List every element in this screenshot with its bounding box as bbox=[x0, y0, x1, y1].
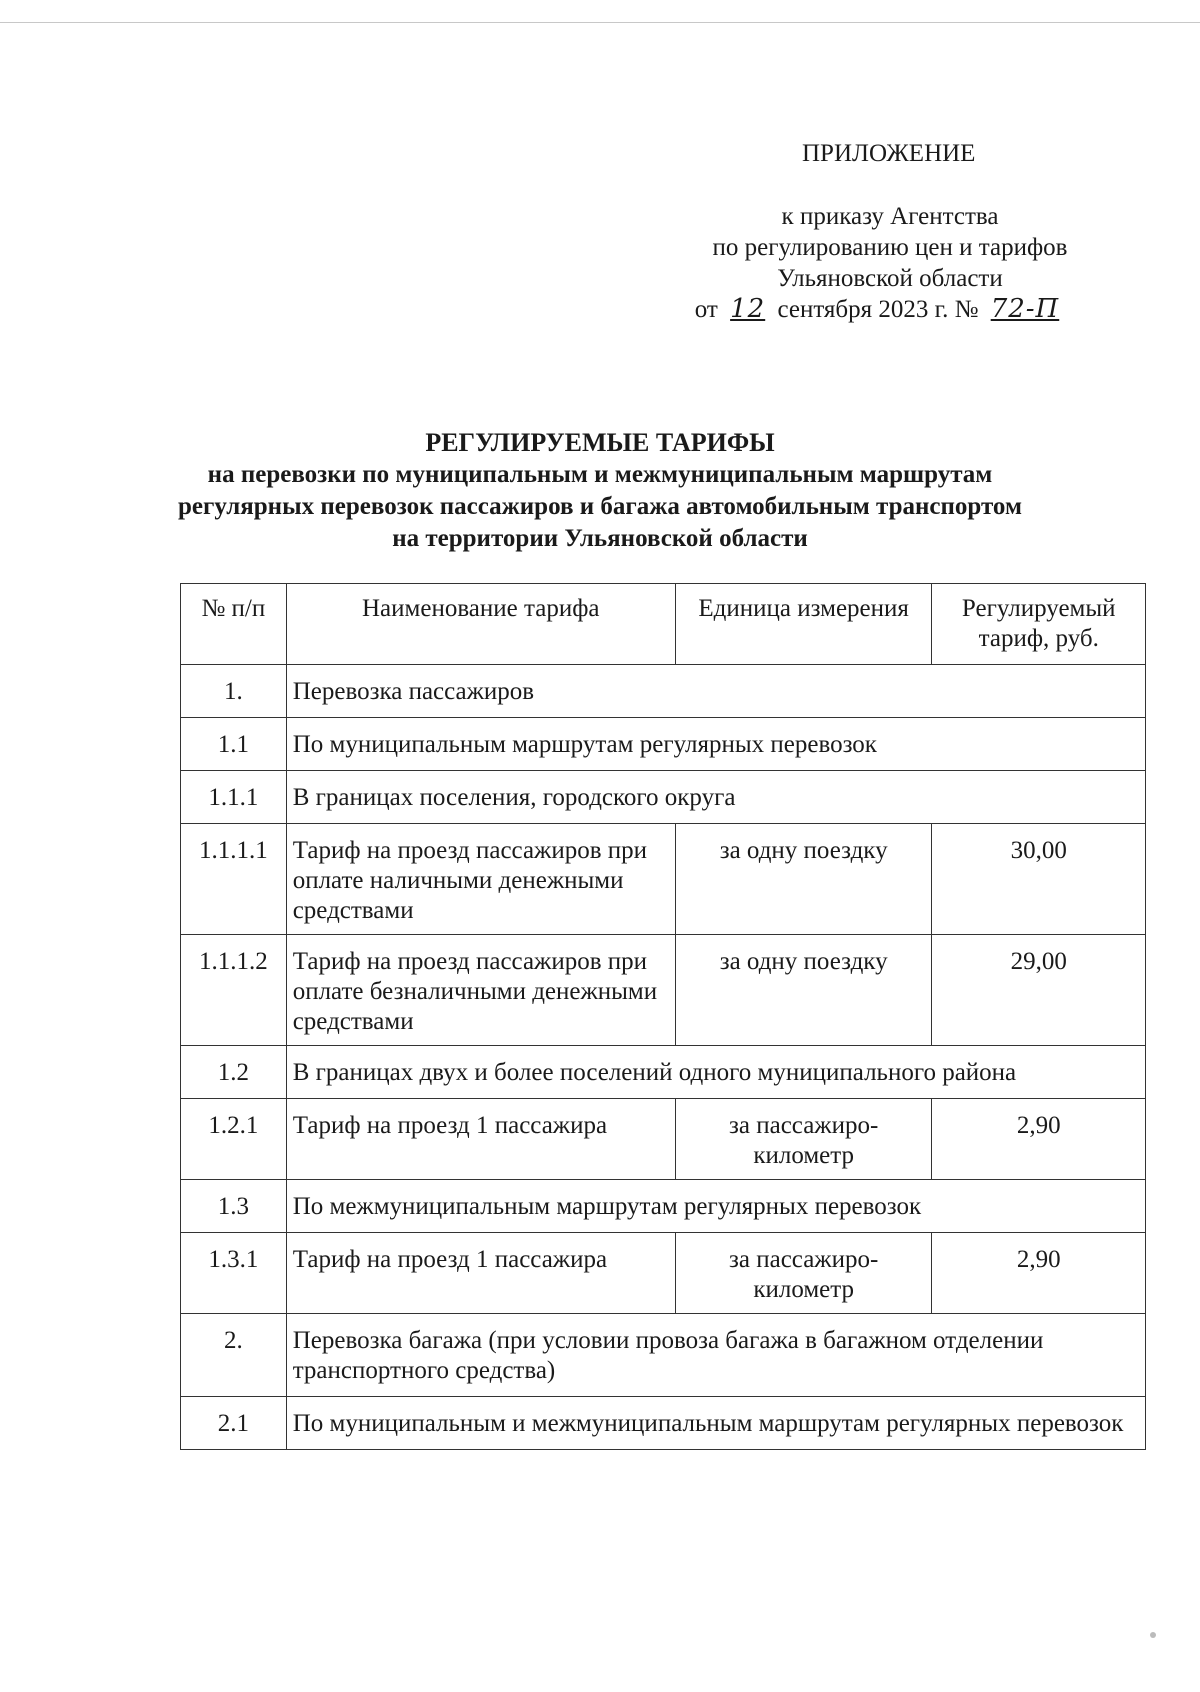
title-line-1: РЕГУЛИРУЕМЫЕ ТАРИФЫ bbox=[425, 428, 775, 457]
header-num: № п/п bbox=[181, 584, 287, 665]
row-num: 1.3 bbox=[181, 1180, 287, 1233]
table-row bbox=[181, 1397, 1146, 1450]
row-num: 2.1 bbox=[181, 1397, 287, 1450]
row-section-text: В границах двух и более поселений одного муниципального района bbox=[286, 1046, 1145, 1099]
table-row bbox=[181, 665, 1146, 718]
date-day-handwritten: 12 bbox=[730, 294, 766, 324]
appendix-heading: ПРИЛОЖЕНИЕ bbox=[802, 140, 976, 167]
row-num: 1.1.1 bbox=[181, 771, 287, 824]
row-unit: за пассажиро-километр bbox=[675, 1099, 932, 1180]
header-name: Наименование тарифа bbox=[286, 584, 675, 665]
row-tariff-name: Тариф на проезд пассажиров при оплате наличными денежными средствами bbox=[286, 824, 675, 935]
header-unit: Единица измерения bbox=[675, 584, 932, 665]
row-num: 1.3.1 bbox=[181, 1233, 287, 1314]
row-num: 1.1.1.1 bbox=[181, 824, 287, 935]
date-rest: сентября 2023 г. № bbox=[777, 296, 979, 323]
table-row bbox=[181, 1233, 1146, 1314]
row-value: 29,00 bbox=[932, 935, 1146, 1046]
date-prefix: от bbox=[694, 296, 718, 323]
table-header-row bbox=[181, 584, 1146, 665]
row-section-text: Перевозка багажа (при условии провоза багажа в багажном отделении транспортного средства) bbox=[286, 1314, 1145, 1397]
row-num: 1.1 bbox=[181, 718, 287, 771]
row-num: 1.2.1 bbox=[181, 1099, 287, 1180]
title-line-4: на территории Ульяновской области bbox=[392, 525, 808, 552]
row-tariff-name: Тариф на проезд 1 пассажира bbox=[286, 1099, 675, 1180]
row-tariff-name: Тариф на проезд 1 пассажира bbox=[286, 1233, 675, 1314]
title-line-2: на перевозки по муниципальным и межмуниципальным маршрутам bbox=[207, 461, 993, 488]
row-section-text: По межмуниципальным маршрутам регулярных перевозок bbox=[286, 1180, 1145, 1233]
row-value: 30,00 bbox=[932, 824, 1146, 935]
row-num: 1.1.1.2 bbox=[181, 935, 287, 1046]
tariffs-table bbox=[180, 583, 1146, 1450]
header-value: Регулируемый тариф, руб. bbox=[932, 584, 1146, 665]
row-tariff-name: Тариф на проезд пассажиров при оплате безналичными денежными средствами bbox=[286, 935, 675, 1046]
scan-top-edge bbox=[0, 22, 1200, 23]
row-value: 2,90 bbox=[932, 1099, 1146, 1180]
table-row bbox=[181, 1180, 1146, 1233]
row-value: 2,90 bbox=[932, 1233, 1146, 1314]
row-section-text: Перевозка пассажиров bbox=[286, 665, 1145, 718]
table-row bbox=[181, 1099, 1146, 1180]
table-row bbox=[181, 1046, 1146, 1099]
row-num: 1. bbox=[181, 665, 287, 718]
row-unit: за одну поездку bbox=[675, 824, 932, 935]
order-number-handwritten: 72-П bbox=[990, 294, 1060, 324]
row-section-text: В границах поселения, городского округа bbox=[286, 771, 1145, 824]
table-row bbox=[181, 771, 1146, 824]
row-section-text: По муниципальным и межмуниципальным маршрутам регулярных перевозок bbox=[286, 1397, 1145, 1450]
row-num: 1.2 bbox=[181, 1046, 287, 1099]
table-row bbox=[181, 718, 1146, 771]
table-row bbox=[181, 824, 1146, 935]
appendix-line-1: к приказу Агентства bbox=[781, 203, 999, 230]
row-unit: за одну поездку bbox=[675, 935, 932, 1046]
title-line-3: регулярных перевозок пассажиров и багажа автомобильным транспортом bbox=[178, 493, 1022, 520]
appendix-line-2: по регулированию цен и тарифов bbox=[712, 234, 1068, 261]
table-row bbox=[181, 935, 1146, 1046]
row-section-text: По муниципальным маршрутам регулярных перевозок bbox=[286, 718, 1145, 771]
appendix-date-line bbox=[670, 294, 1090, 325]
row-num: 2. bbox=[181, 1314, 287, 1397]
row-unit: за пассажиро-километр bbox=[675, 1233, 932, 1314]
document-title bbox=[170, 427, 1030, 555]
appendix-line-3: Ульяновской области bbox=[777, 265, 1003, 292]
appendix-block bbox=[690, 138, 1190, 325]
scan-speck bbox=[1150, 1632, 1156, 1638]
table-row bbox=[181, 1314, 1146, 1397]
